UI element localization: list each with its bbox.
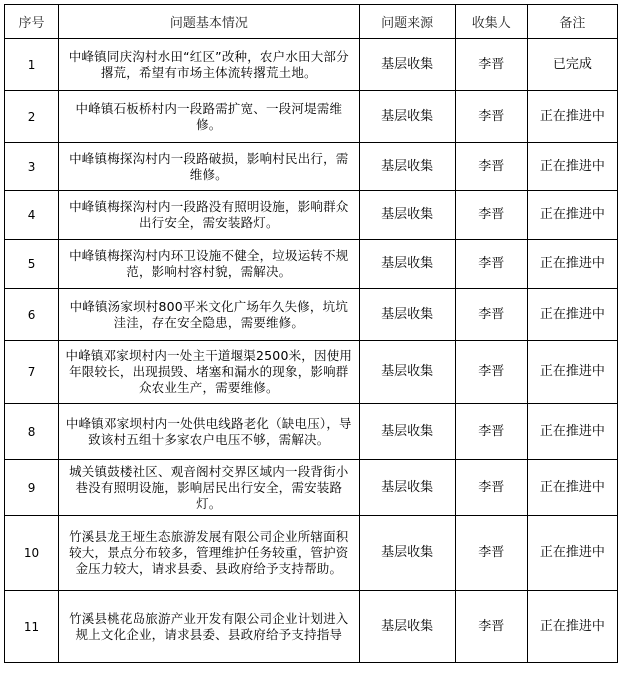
table-header xyxy=(5,5,618,39)
cell-seq[interactable]: 8 xyxy=(5,404,59,460)
cell-seq[interactable]: 9 xyxy=(5,460,59,516)
cell-source[interactable]: 基层收集 xyxy=(359,240,455,289)
cell-note[interactable]: 正在推进中 xyxy=(527,143,617,191)
cell-collector[interactable]: 李晋 xyxy=(455,460,527,516)
cell-note[interactable]: 正在推进中 xyxy=(527,240,617,289)
cell-source[interactable]: 基层收集 xyxy=(359,39,455,91)
cell-note[interactable]: 正在推进中 xyxy=(527,516,617,591)
header-desc[interactable]: 问题基本情况 xyxy=(59,5,359,39)
cell-seq[interactable]: 10 xyxy=(5,516,59,591)
cell-note[interactable]: 正在推进中 xyxy=(527,591,617,663)
header-seq[interactable]: 序号 xyxy=(5,5,59,39)
cell-source[interactable]: 基层收集 xyxy=(359,289,455,341)
header-source[interactable]: 问题来源 xyxy=(359,5,455,39)
cell-collector[interactable]: 李晋 xyxy=(455,91,527,143)
cell-collector[interactable]: 李晋 xyxy=(455,39,527,91)
cell-collector[interactable]: 李晋 xyxy=(455,143,527,191)
cell-desc[interactable]: 竹溪县桃花岛旅游产业开发有限公司企业计划进入规上文化企业，请求县委、县政府给予支持指导 xyxy=(59,591,359,663)
table-row xyxy=(5,516,618,591)
table-row xyxy=(5,240,618,289)
cell-collector[interactable]: 李晋 xyxy=(455,341,527,404)
table-row xyxy=(5,460,618,516)
cell-note[interactable]: 正在推进中 xyxy=(527,289,617,341)
cell-desc[interactable]: 竹溪县龙王垭生态旅游发展有限公司企业所辖面积较大，景点分布较多，管理维护任务较重，管护资金压力较大，请求县委、县政府给予支持帮助。 xyxy=(59,516,359,591)
cell-seq[interactable]: 11 xyxy=(5,591,59,663)
cell-desc[interactable]: 中峰镇汤家坝村800平米文化广场年久失修，坑坑洼洼，存在安全隐患，需要维修。 xyxy=(59,289,359,341)
cell-source[interactable]: 基层收集 xyxy=(359,591,455,663)
cell-collector[interactable]: 李晋 xyxy=(455,191,527,240)
header-note[interactable]: 备注 xyxy=(527,5,617,39)
table-row xyxy=(5,39,618,91)
cell-source[interactable]: 基层收集 xyxy=(359,460,455,516)
table-row xyxy=(5,91,618,143)
cell-seq[interactable]: 7 xyxy=(5,341,59,404)
cell-seq[interactable]: 1 xyxy=(5,39,59,91)
cell-seq[interactable]: 3 xyxy=(5,143,59,191)
cell-collector[interactable]: 李晋 xyxy=(455,404,527,460)
table-row xyxy=(5,404,618,460)
cell-desc[interactable]: 中峰镇邓家坝村内一处主干道堰渠2500米，因使用年限较长，出现损毁、堵塞和漏水的现象，影响群众农业生产，需要维修。 xyxy=(59,341,359,404)
table-row xyxy=(5,143,618,191)
header-row xyxy=(5,5,618,39)
cell-source[interactable]: 基层收集 xyxy=(359,91,455,143)
cell-seq[interactable]: 6 xyxy=(5,289,59,341)
cell-note[interactable]: 已完成 xyxy=(527,39,617,91)
cell-desc[interactable]: 中峰镇梅探沟村内环卫设施不健全，垃圾运转不规范，影响村容村貌，需解决。 xyxy=(59,240,359,289)
cell-collector[interactable]: 李晋 xyxy=(455,516,527,591)
cell-note[interactable]: 正在推进中 xyxy=(527,191,617,240)
cell-desc[interactable]: 中峰镇石板桥村内一段路需扩宽、一段河堤需维修。 xyxy=(59,91,359,143)
table-row xyxy=(5,191,618,240)
cell-collector[interactable]: 李晋 xyxy=(455,289,527,341)
header-collector[interactable]: 收集人 xyxy=(455,5,527,39)
cell-source[interactable]: 基层收集 xyxy=(359,516,455,591)
table-row xyxy=(5,341,618,404)
cell-source[interactable]: 基层收集 xyxy=(359,143,455,191)
cell-source[interactable]: 基层收集 xyxy=(359,191,455,240)
cell-seq[interactable]: 2 xyxy=(5,91,59,143)
issue-table xyxy=(4,4,618,663)
cell-seq[interactable]: 5 xyxy=(5,240,59,289)
cell-note[interactable]: 正在推进中 xyxy=(527,341,617,404)
cell-seq[interactable]: 4 xyxy=(5,191,59,240)
cell-collector[interactable]: 李晋 xyxy=(455,240,527,289)
cell-note[interactable]: 正在推进中 xyxy=(527,91,617,143)
cell-note[interactable]: 正在推进中 xyxy=(527,404,617,460)
cell-collector[interactable]: 李晋 xyxy=(455,591,527,663)
cell-desc[interactable]: 中峰镇梅探沟村内一段路没有照明设施，影响群众出行安全，需安装路灯。 xyxy=(59,191,359,240)
cell-desc[interactable]: 城关镇鼓楼社区、观音阁村交界区域内一段背街小巷没有照明设施，影响居民出行安全，需安装路灯。 xyxy=(59,460,359,516)
cell-source[interactable]: 基层收集 xyxy=(359,404,455,460)
table-row xyxy=(5,591,618,663)
cell-desc[interactable]: 中峰镇梅探沟村内一段路破损，影响村民出行，需维修。 xyxy=(59,143,359,191)
cell-note[interactable]: 正在推进中 xyxy=(527,460,617,516)
cell-desc[interactable]: 中峰镇同庆沟村水田“红区”改种，农户水田大部分撂荒，希望有市场主体流转撂荒土地。 xyxy=(59,39,359,91)
table-row xyxy=(5,289,618,341)
table-body xyxy=(5,39,618,663)
cell-source[interactable]: 基层收集 xyxy=(359,341,455,404)
cell-desc[interactable]: 中峰镇邓家坝村内一处供电线路老化（缺电压），导致该村五组十多家农户电压不够，需解决。 xyxy=(59,404,359,460)
